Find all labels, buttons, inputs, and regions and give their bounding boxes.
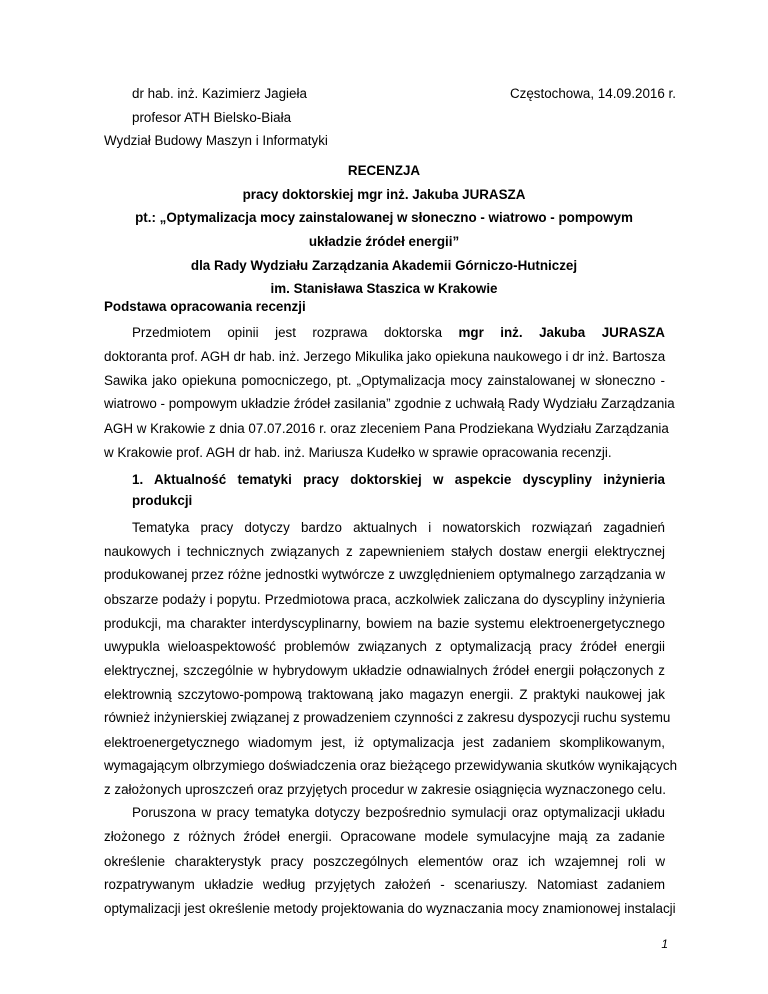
basis-line: wiatrowo - pompowym układzie źródeł zasilania” zgodnie z uchwałą Rady Wydziału Zarządzania [104, 396, 675, 412]
para-line: Poruszona w pracy tematyka dotyczy bezpośrednio symulacji oraz optymalizacji układu [132, 805, 665, 821]
basis-word: Przedmiotem [132, 324, 211, 340]
place-date: Częstochowa, 14.09.2016 r. [509, 86, 676, 101]
basis-word: jest [275, 324, 296, 340]
section-1-heading: 1. Aktualność tematyki pracy doktorskiej w aspekcie dyscypliny inżynieria [132, 471, 665, 487]
para-line: optymalizacji jest określenie metody projektowania do wyznaczania mocy znamionowej instalacji [104, 901, 676, 916]
para-line: również inżynierskiej związanej z prowadzeniem czynności z zakresu dyspozycji ruchu systemu [104, 710, 671, 726]
para-line: elektrycznej, szczególnie w hybrydowym układzie odnawialnych źródeł energii połączonych z [104, 663, 665, 678]
basis-word: Jakuba [539, 324, 586, 340]
para-line: Tematyka pracy dotyczy bardzo aktualnych i nowatorskich rozwiązań zagadnień [132, 519, 665, 535]
para-line: złożonego z różnych źródeł energii. Opracowane modele symulacyjne mają za zadanie [104, 829, 665, 845]
para-line: z założonych uproszczeń oraz przyjętych procedur w zakresie osiągnięcia wyznaczonego celu. [104, 782, 666, 797]
council-line: dla Rady Wydziału Zarządzania Akademii Górniczo-Hutniczej [190, 257, 578, 273]
basis-line-1 [132, 326, 665, 339]
para-line: elektrownią szczytowo-pompową traktowaną jako magazyn energii. Z praktyki naukowej jak [104, 687, 665, 703]
basis-word: mgr [458, 324, 484, 340]
university-line: im. Stanisława Staszica w Krakowie [270, 281, 498, 296]
basis-word: opinii [227, 324, 259, 340]
author-title: profesor ATH Bielsko-Biała [132, 110, 292, 126]
basis-word: doktorska [383, 324, 443, 340]
para-line: określenie charakterystyk pracy poszczególnych elementów oraz ich wzajemnej roli w [104, 853, 665, 869]
basis-line: Sawika jako opiekuna pomocniczego, pt. „Optymalizacja mocy zainstalowanej w słoneczno - [104, 373, 665, 389]
thesis-author-line: pracy doktorskiej mgr inż. Jakuba JURASZA [242, 187, 526, 203]
section-1-heading-cont: produkcji [132, 493, 193, 509]
author-department: Wydział Budowy Maszyn i Informatyki [104, 133, 328, 149]
basis-word: rozprawa [312, 324, 368, 340]
para-line: uwypukla wieloaspektowość problemów związanych z optymalizacją pracy źródeł energii [104, 638, 665, 654]
basis-line: AGH w Krakowie z dnia 07.07.2016 r. oraz zleceniem Pana Prodziekana Wydziału Zarządzania [104, 420, 669, 436]
para-line: elektroenergetycznego wiadomym jest, iż optymalizacja jest zadaniem skomplikowanym, [104, 734, 665, 750]
author-name: dr hab. inż. Kazimierz Jagieła [132, 86, 307, 101]
para-line: obszarze podaży i popytu. Przedmiotowa praca, aczkolwiek zaliczana do dyscypliny inżynieria [104, 591, 665, 607]
page-number: 1 [661, 937, 668, 951]
para-line: wymagającym olbrzymiego doświadczenia oraz bieżącego przewidywania skutków wynikających [104, 757, 678, 773]
basis-line: w Krakowie prof. AGH dr hab. inż. Mariusza Kudełko w sprawie opracowania recenzji. [104, 444, 612, 460]
thesis-title-line-2: układzie źródeł energii” [308, 233, 460, 249]
thesis-title-line-1: pt.: „Optymalizacja mocy zainstalowanej w słoneczno - wiatrowo - pompowym [135, 210, 633, 226]
para-line: produkowanej przez różne jednostki wytwórcze z uwzględnieniem optymalnego zarządzania w [104, 567, 665, 583]
para-line: produkcji, ma charakter interdyscyplinarny, bowiem na bazie systemu elektroenergetycznego [104, 615, 665, 631]
para-line: naukowych i technicznych związanych z zapewnieniem stałych dostaw energii elektrycznej [104, 544, 665, 559]
basis-heading: Podstawa opracowania recenzji [104, 298, 306, 314]
para-line: rozpatrywanym układzie według przyjętych założeń - scenariuszy. Natomiast zadaniem [104, 876, 665, 892]
basis-word: inż. [500, 324, 523, 340]
basis-word: JURASZA [601, 324, 665, 340]
review-title: RECENZJA [347, 162, 421, 178]
basis-line: doktoranta prof. AGH dr hab. inż. Jerzego Mikulika jako opiekuna naukowego i dr inż. Bartosza [104, 349, 666, 364]
